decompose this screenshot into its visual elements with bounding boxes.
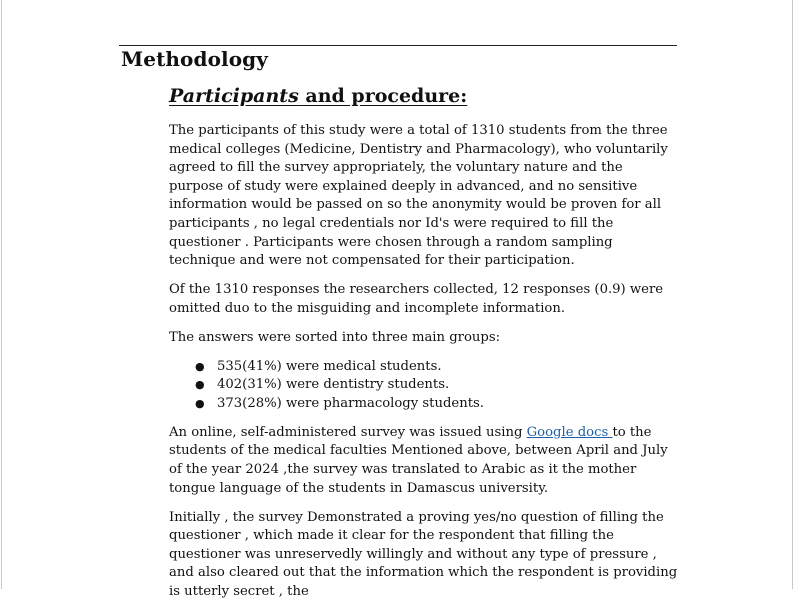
paragraph-survey-end: to the students of the medical faculties Mentioned above, between April and July of the year 2024 ,the survey was translated to Arabic as it the mother tongue language of the students in Damascus university. bbox=[169, 424, 668, 496]
header-rule bbox=[119, 45, 677, 46]
body-text bbox=[169, 122, 679, 612]
page-edge-left bbox=[1, 0, 2, 589]
paragraph-initially: Initially , the survey Demonstrated a proving yes/no question of filling the questioner , which made it clear for the respondent that filling the questioner was unreservedly willingly and without any type of pressure , and also cleared out that the information which the respondent is providing is utterly secret , the bbox=[169, 509, 678, 600]
paragraph-participants: The participants of this study were a total of 1310 students from the three medical colleges (Medicine, Dentistry and Pharmacology), who voluntarily agreed to fill the survey appropriately, the voluntary nature and the purpose of study were explained deeply in advanced, and no sensitive information would be passed on so the anonymity would be proven for all participants , no legal credentials nor Id's were required to fill the questioner . Participants were chosen through a random sampling technique and were not compensated for their participation. bbox=[169, 123, 668, 269]
groups-list bbox=[169, 358, 679, 414]
page-edge-right bbox=[792, 0, 793, 589]
subsection-heading-rest: and procedure: bbox=[298, 85, 468, 107]
list-item bbox=[195, 395, 679, 414]
subsection-heading-italic: Participants bbox=[169, 85, 299, 107]
bullet-icon: ● bbox=[195, 396, 205, 410]
section-heading: Methodology bbox=[121, 47, 268, 71]
paragraph-groups-intro: The answers were sorted into three main groups: bbox=[169, 329, 501, 345]
subsection-heading bbox=[169, 85, 467, 107]
bullet-icon: ● bbox=[195, 359, 205, 373]
list-item-text: 402(31%) were dentistry students. bbox=[217, 377, 450, 393]
list-item-text: 373(28%) were pharmacology students. bbox=[217, 395, 484, 411]
bullet-icon: ● bbox=[195, 378, 205, 392]
paragraph-responses: Of the 1310 responses the researchers collected, 12 responses (0.9) were omitted duo to the misguiding and incomplete information. bbox=[169, 282, 664, 316]
google-docs-link[interactable]: Google docs bbox=[526, 424, 613, 440]
paragraph-survey-start: An online, self-administered survey was issued using bbox=[169, 424, 527, 440]
list-item bbox=[195, 376, 679, 395]
list-item-text: 535(41%) were medical students. bbox=[217, 358, 442, 374]
list-item bbox=[195, 358, 679, 377]
paragraph-survey bbox=[169, 424, 679, 498]
